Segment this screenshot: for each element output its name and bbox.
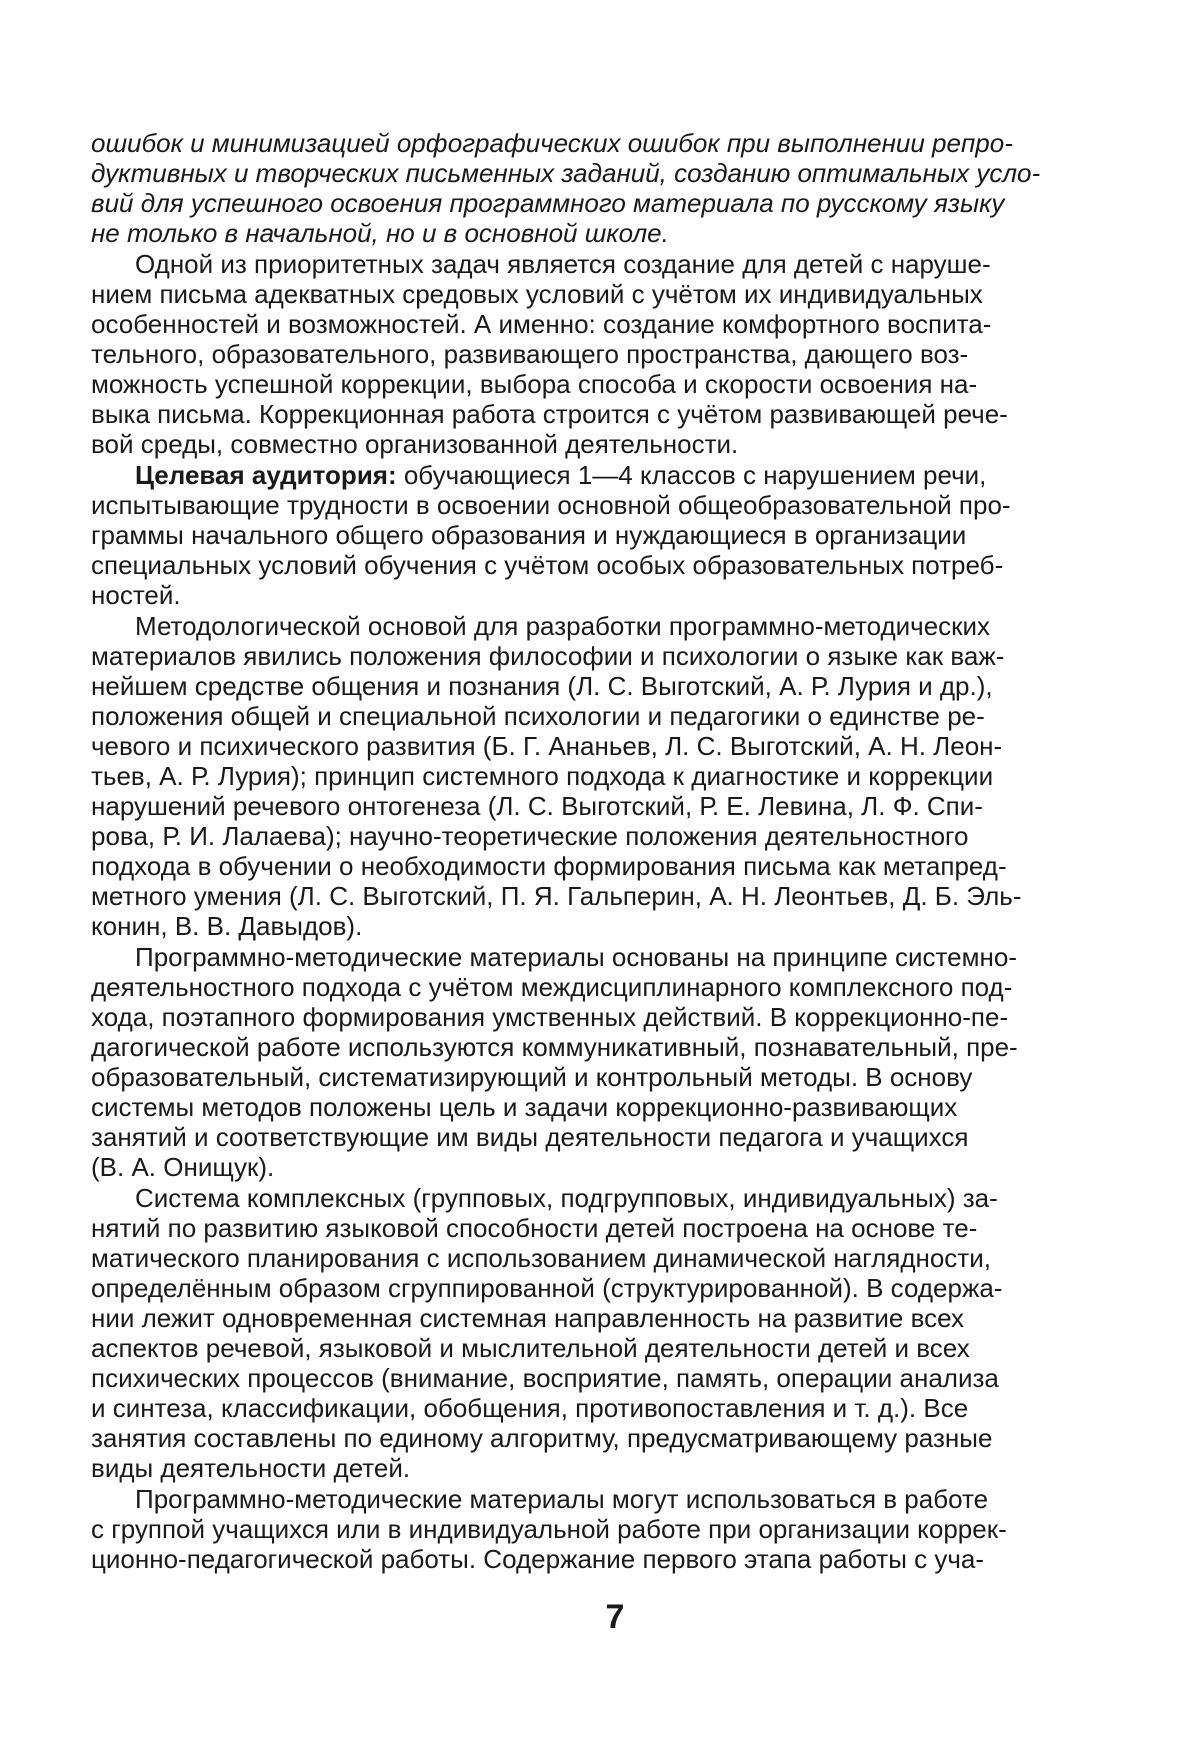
text-line: нием письма адекватных средовых условий с учётом их индивидуальных <box>91 279 983 309</box>
text-line: вой среды, совместно организованной деятельности. <box>91 429 739 459</box>
text-line: Программно-методические материалы могут использоваться в работе <box>135 1484 989 1514</box>
text-line: ностей. <box>91 580 181 610</box>
paragraph-usage <box>91 1484 1051 1574</box>
text-line: хода, поэтапного формирования умственных действий. В коррекционно-пе- <box>91 1002 1009 1032</box>
paragraph-lesson-system <box>91 1183 1051 1483</box>
text-line: матического планирования с использованием динамической наглядности, <box>91 1243 991 1273</box>
text-line: рова, Р. И. Лалаева); научно-теоретические положения деятельностного <box>91 821 969 851</box>
text-line: ошибок и минимизацией орфографических ошибок при выполнении репро- <box>91 128 1013 158</box>
text-line: материалов явились положения философии и психологии о языке как важ- <box>91 641 1005 671</box>
text-line: Одной из приоритетных задач является создание для детей с наруше- <box>135 249 991 279</box>
text-line: тьев, А. Р. Лурия); принцип системного подхода к диагностике и коррекции <box>91 761 994 791</box>
text-line: специальных условий обучения с учётом особых образовательных потреб- <box>91 550 1004 580</box>
paragraph-priority-tasks <box>91 249 1051 459</box>
text-line: дуктивных и творческих письменных заданий, созданию оптимальных усло- <box>91 158 1041 188</box>
text-line: дагогической работе используются коммуникативный, познавательный, пре- <box>91 1032 1018 1062</box>
page-number: 7 <box>605 1598 625 1636</box>
text-line: аспектов речевой, языковой и мыслительной деятельности детей и всех <box>91 1333 970 1363</box>
text-line: образовательный, систематизирующий и контрольный методы. В основу <box>91 1062 973 1092</box>
text-line: (В. А. Онищук). <box>91 1152 275 1182</box>
text-line: нейшем средстве общения и познания (Л. С. Выготский, А. Р. Лурия и др.), <box>91 671 993 701</box>
text-line: занятия составлены по единому алгоритму, предусматривающему разные <box>91 1423 993 1453</box>
paragraph-methodology <box>91 611 1051 941</box>
text-line: граммы начального общего образования и нуждающиеся в организации <box>91 520 967 550</box>
text-line: нятий по развитию языковой способности детей построена на основе те- <box>91 1213 978 1243</box>
text-line: нии лежит одновременная системная направленность на развитие всех <box>91 1303 965 1333</box>
text-line: с группой учащихся или в индивидуальной работе при организации коррек- <box>91 1514 1007 1544</box>
text-line: психических процессов (внимание, восприятие, память, операции анализа <box>91 1363 999 1393</box>
text-line: тельного, образовательного, развивающего пространства, дающего воз- <box>91 339 969 369</box>
text-line: Методологической основой для разработки программно-методических <box>135 611 991 641</box>
text-line: конин, В. В. Давыдов). <box>91 911 363 941</box>
text-line: испытывающие трудности в освоении основной общеобразовательной про- <box>91 490 1011 520</box>
text-line: системы методов положены цель и задачи коррекционно-развивающих <box>91 1092 958 1122</box>
text-line: чевого и психического развития (Б. Г. Ананьев, Л. С. Выготский, А. Н. Леон- <box>91 731 1003 761</box>
text-line: можность успешной коррекции, выбора способа и скорости освоения на- <box>91 369 978 399</box>
text-line: положения общей и специальной психологии и педагогики о единстве ре- <box>91 701 985 731</box>
paragraph-intro-continuation <box>91 128 1051 248</box>
text-line: метного умения (Л. С. Выготский, П. Я. Гальперин, А. Н. Леонтьев, Д. Б. Эль- <box>91 881 1022 911</box>
text-line: определённым образом сгруппированной (структурированной). В содержа- <box>91 1273 1003 1303</box>
text-line: занятий и соответствующие им виды деятельности педагога и учащихся <box>91 1122 969 1152</box>
text-line <box>91 460 1051 490</box>
text-line: вий для успешного освоения программного материала по русскому языку <box>91 188 1005 218</box>
text-fragment: обучающиеся 1—4 классов с нарушением речи, <box>396 460 987 490</box>
text-line: Система комплексных (групповых, подгрупповых, индивидуальных) за- <box>135 1183 998 1213</box>
paragraph-target-audience <box>91 460 1051 610</box>
page-body <box>91 128 1051 1574</box>
text-line: деятельностного подхода с учётом междисциплинарного комплексного под- <box>91 972 1013 1002</box>
text-line: особенностей и возможностей. А именно: создание комфортного воспита- <box>91 309 992 339</box>
text-line: ционно-педагогической работы. Содержание первого этапа работы с уча- <box>91 1544 985 1574</box>
text-line: Программно-методические материалы основаны на принципе системно- <box>135 942 1017 972</box>
text-line: нарушений речевого онтогенеза (Л. С. Выготский, Р. Е. Левина, Л. Ф. Спи- <box>91 791 983 821</box>
text-line: виды деятельности детей. <box>91 1453 411 1483</box>
text-line: и синтеза, классификации, обобщения, противопоставления и т. д.). Все <box>91 1393 969 1423</box>
text-line: не только в начальной, но и в основной школе. <box>91 218 669 248</box>
text-line: подхода в обучении о необходимости формирования письма как метапред- <box>91 851 1007 881</box>
paragraph-program-materials <box>91 942 1051 1182</box>
target-audience-heading: Целевая аудитория: <box>135 460 397 490</box>
text-line: выка письма. Коррекционная работа строится с учётом развивающей рече- <box>91 399 1008 429</box>
